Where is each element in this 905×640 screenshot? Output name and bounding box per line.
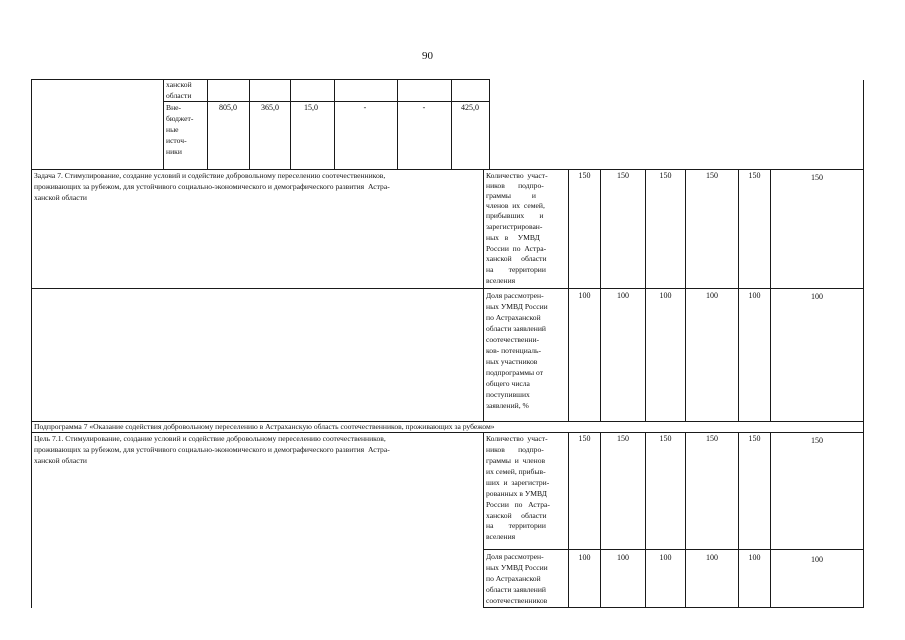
- value-cell: 100: [659, 291, 672, 300]
- region-line: области: [166, 91, 192, 100]
- value-cell: 150: [578, 434, 591, 443]
- region-line: ханской: [166, 80, 192, 89]
- value-cell: 100: [748, 291, 761, 300]
- value-cell: 100: [811, 555, 823, 564]
- value-cell: 150: [748, 434, 761, 443]
- value-cell: 100: [659, 553, 672, 562]
- value-cell: 150: [617, 171, 629, 180]
- value-cell: -: [363, 103, 367, 112]
- subprogram7-title: Подпрограмма 7 «Оказание содействия добровольному переселению в Астраханскую область соотечественников, проживающих за рубежом»: [34, 422, 495, 431]
- value-cell: 805,0: [219, 103, 237, 112]
- value-cell: 100: [748, 553, 761, 562]
- value-cell: 150: [659, 171, 672, 180]
- value-cell: 100: [578, 553, 591, 562]
- value-cell: 150: [659, 434, 672, 443]
- page-number: 90: [422, 50, 433, 62]
- value-cell: -: [422, 103, 426, 112]
- value-cell: 100: [706, 553, 718, 562]
- value-cell: 150: [748, 171, 761, 180]
- value-cell: 100: [578, 291, 591, 300]
- value-cell: 150: [706, 434, 718, 443]
- value-cell: 150: [811, 436, 823, 445]
- value-cell: 150: [617, 434, 629, 443]
- value-cell: 150: [578, 171, 591, 180]
- value-cell: 150: [811, 173, 823, 182]
- value-cell: 100: [706, 291, 718, 300]
- value-cell: 100: [617, 291, 629, 300]
- value-cell: 150: [706, 171, 718, 180]
- value-cell: 425,0: [461, 103, 479, 112]
- value-cell: 365,0: [261, 103, 279, 112]
- value-cell: 100: [811, 292, 823, 301]
- value-cell: 100: [617, 553, 629, 562]
- value-cell: 15,0: [304, 103, 318, 112]
